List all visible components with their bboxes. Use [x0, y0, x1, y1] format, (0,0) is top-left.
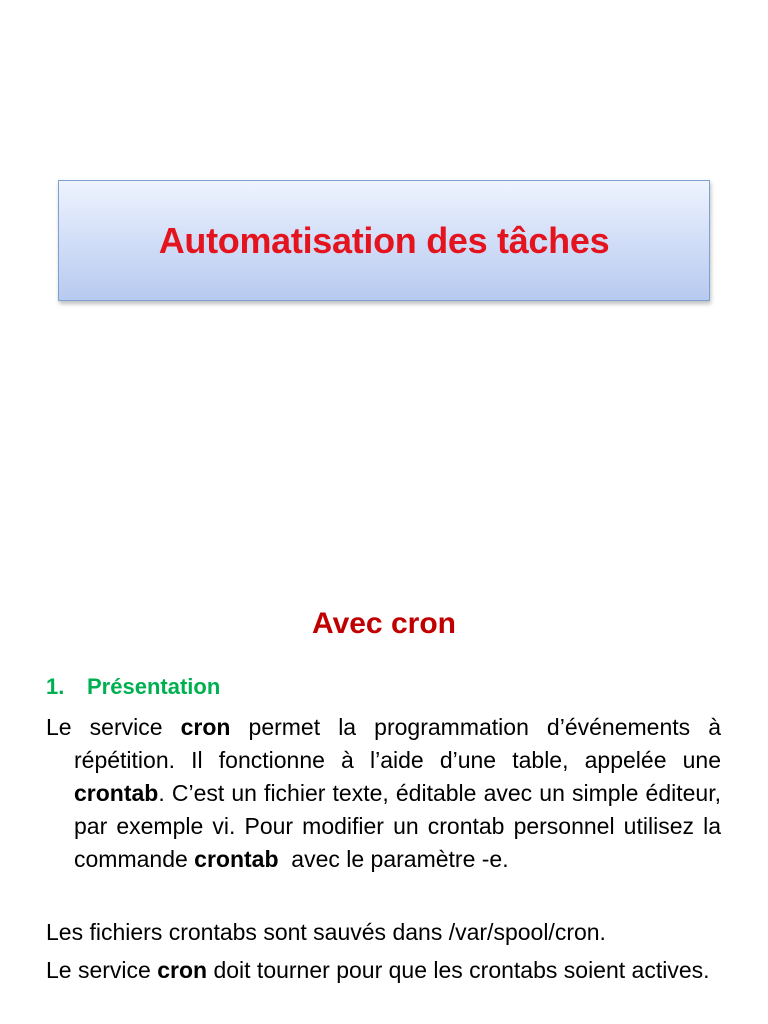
- bold-term: cron: [180, 714, 231, 740]
- section-heading: Avec cron: [312, 607, 456, 640]
- text-span: . C’est un fichier texte, éditable avec un simple éditeur, par exemple vi. Pour modifier un crontab personnel utilisez la commande: [74, 780, 721, 872]
- text-span: permet la programmation d’événements à répétition. Il fonctionne à l’aide d’une table, appelée une: [74, 714, 722, 773]
- text-span: Le service: [46, 714, 181, 740]
- list-number: 1.: [46, 674, 65, 699]
- text-span: avec le paramètre -e.: [278, 846, 509, 872]
- slide-title: Automatisation des tâches: [158, 219, 610, 261]
- list-heading: [46, 674, 220, 700]
- paragraph-cron-service: [46, 954, 721, 987]
- paragraph-cron-intro: [46, 711, 721, 876]
- title-box: [58, 180, 710, 301]
- text-span: doit tourner pour que les crontabs soient actives.: [207, 957, 710, 983]
- bold-term: crontab: [194, 846, 279, 872]
- bold-term: cron: [157, 957, 208, 983]
- bold-term: crontab: [74, 780, 159, 806]
- list-heading-label: Présentation: [87, 674, 221, 699]
- paragraph-crontab-location: Les fichiers crontabs sont sauvés dans /var/spool/cron.: [46, 919, 606, 945]
- text-span: Le service: [46, 957, 158, 983]
